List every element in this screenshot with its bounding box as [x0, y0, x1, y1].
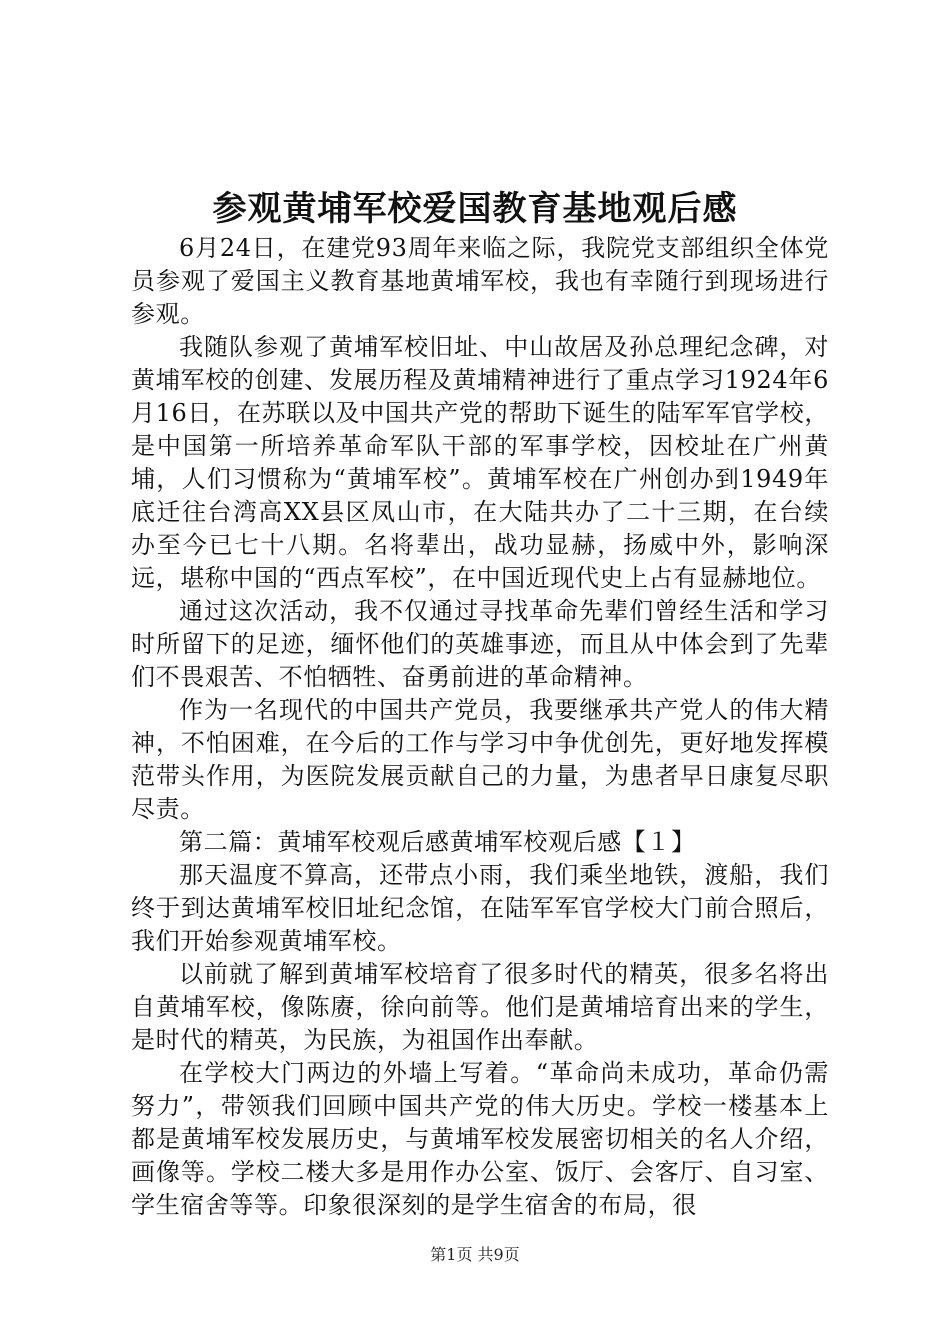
- section-heading: 第二篇：黄埔军校观后感黄埔军校观后感【１】: [179, 828, 696, 856]
- paragraph: 作为一名现代的中国共产党员，我要继承共产党人的伟大精神，不怕困难，在今后的工作与学习中争优创先，更好地发挥模范带头作用，为医院发展贡献自己的力量，为患者早日康复尽职尽责。: [131, 696, 829, 823]
- paragraph: 6月24日，在建党93周年来临之际，我院党支部组织全体党员参观了爱国主义教育基地黄埔军校，我也有幸随行到现场进行参观。: [131, 234, 829, 328]
- paragraph: 在学校大门两边的外墙上写着。“革命尚未成功，革命仍需努力”，带领我们回顾中国共产党的伟大历史。学校一楼基本上都是黄埔军校发展历史，与黄埔军校发展密切相关的名人介绍，画像等。学校二楼大多是用作办公室、饭厅、会客厅、自习室、学生宿舍等等。印象很深刻的是学生宿舍的布局，很: [131, 1059, 829, 1219]
- document-body: [131, 232, 829, 1222]
- paragraph: 我随队参观了黄埔军校旧址、中山故居及孙总理纪念碑，对黄埔军校的创建、发展历程及黄埔精神进行了重点学习1924年6月16日，在苏联以及中国共产党的帮助下诞生的陆军军官学校，是中国第一所培养革命军队干部的军事学校，因校址在广州黄埔，人们习惯称为“黄埔军校”。黄埔军校在广州创办到1949年底迁往台湾高XX县区凤山市，在大陆共办了二十三期，在台续办至今已七十八期。名将辈出，战功显赫，扬威中外，影响深远，堪称中国的“西点军校”，在中国近现代史上占有显赫地位。: [131, 333, 829, 592]
- paragraph: 那天温度不算高，还带点小雨，我们乘坐地铁，渡船，我们终于到达黄埔军校旧址纪念馆，在陆军军官学校大门前合照后，我们开始参观黄埔军校。: [131, 861, 829, 955]
- document-title: 参观黄埔军校爱国教育基地观后感: [212, 189, 738, 229]
- page-number-footer: 第1页 共9页: [430, 1245, 520, 1264]
- paragraph: 通过这次活动，我不仅通过寻找革命先辈们曾经生活和学习时所留下的足迹，缅怀他们的英雄事迹，而且从中体会到了先辈们不畏艰苦、不怕牺牲、奋勇前进的革命精神。: [131, 597, 829, 691]
- paragraph: 以前就了解到黄埔军校培育了很多时代的精英，很多名将出自黄埔军校，像陈赓，徐向前等。他们是黄埔培育出来的学生，是时代的精英，为民族，为祖国作出奉献。: [131, 960, 829, 1054]
